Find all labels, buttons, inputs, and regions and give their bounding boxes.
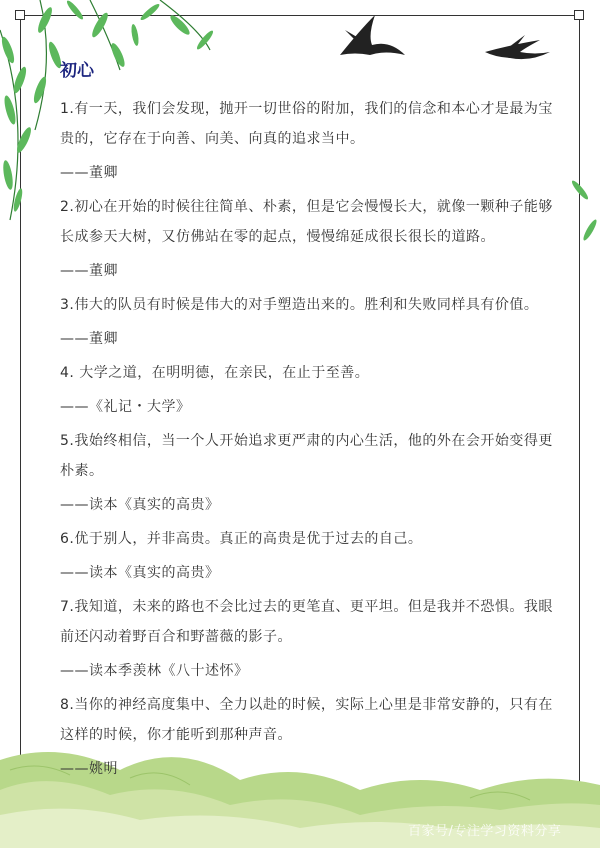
quote-block-2 bbox=[60, 192, 565, 286]
quote-attribution: ——读本《真实的高贵》 bbox=[60, 565, 220, 581]
quote-block-7 bbox=[60, 592, 565, 686]
quote-text: 6.优于别人，并非高贵。真正的高贵是优于过去的自己。 bbox=[60, 531, 423, 547]
quote-attribution: ——董卿 bbox=[60, 165, 118, 181]
source-watermark: 百家号/专注学习资料分享 bbox=[408, 824, 562, 839]
quote-text: 1.有一天，我们会发现，抛开一切世俗的附加，我们的信念和本心才是最为宝贵的，它存在于向善、向美、向真的追求当中。 bbox=[60, 101, 553, 147]
quote-block-8 bbox=[60, 690, 565, 784]
quote-text: 7.我知道，未来的路也不会比过去的更笔直、更平坦。但是我并不恐惧。我眼前还闪动着野百合和野蔷薇的影子。 bbox=[60, 599, 553, 645]
quote-text: 8.当你的神经高度集中、全力以赴的时候，实际上心里是非常安静的，只有在这样的时候，你才能听到那种声音。 bbox=[60, 697, 553, 743]
quote-block-6 bbox=[60, 524, 565, 588]
quote-block-1 bbox=[60, 94, 565, 188]
quote-attribution: ——姚明 bbox=[60, 761, 118, 777]
quote-attribution: ——读本季羡林《八十述怀》 bbox=[60, 663, 249, 679]
quote-article bbox=[60, 60, 565, 788]
quote-attribution: ——董卿 bbox=[60, 263, 118, 279]
quote-text: 4. 大学之道，在明明德，在亲民，在止于至善。 bbox=[60, 365, 370, 381]
quote-attribution: ——董卿 bbox=[60, 331, 118, 347]
quote-attribution: ——读本《真实的高贵》 bbox=[60, 497, 220, 513]
quote-text: 3.伟大的队员有时候是伟大的对手塑造出来的。胜利和失败同样具有价值。 bbox=[60, 297, 539, 313]
quote-block-4 bbox=[60, 358, 565, 422]
page-title: 初心 bbox=[60, 61, 94, 81]
quote-attribution: ——《礼记・大学》 bbox=[60, 399, 191, 415]
quote-text: 2.初心在开始的时候往往简单、朴素，但是它会慢慢长大，就像一颗种子能够长成参天大树，又仿佛站在零的起点，慢慢绵延成很长很长的道路。 bbox=[60, 199, 553, 245]
quote-block-3 bbox=[60, 290, 565, 354]
quote-block-5 bbox=[60, 426, 565, 520]
quote-text: 5.我始终相信，当一个人开始追求更严肃的内心生活，他的外在会开始变得更朴素。 bbox=[60, 433, 553, 479]
